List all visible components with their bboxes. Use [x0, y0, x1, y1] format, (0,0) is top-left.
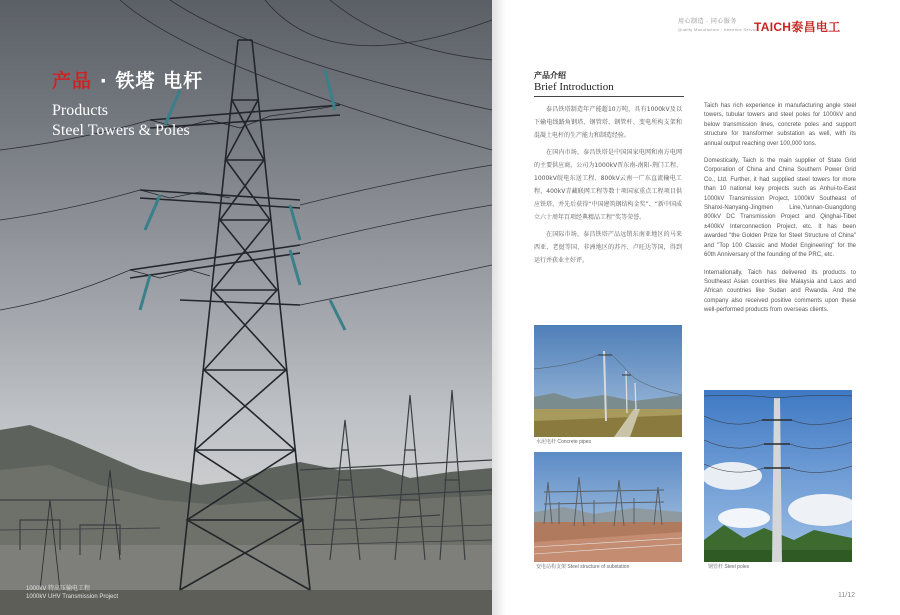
intro-title-en: Brief Introduction — [534, 81, 614, 93]
title-en-line1: Products — [52, 102, 108, 119]
right-page — [492, 0, 900, 615]
intro-body-en — [704, 102, 856, 324]
cn-paragraph: 泰昌铁塔制造年产能超10万吨，具有1000kV及以下输电线路角钢塔、钢管塔、钢管杆、变电所构支架和混凝土电杆的生产能力和制造经验。 — [534, 106, 682, 139]
en-paragraph: Internationally, Taich has delivered its products to Southeast Asian countries like Malaysia and Laos and African countries like Sudan and Rwanda. And the company also received positive comments upon these well-performed products from overseas clients. — [704, 269, 856, 314]
substation-photo — [534, 452, 682, 562]
left-photo-caption — [26, 585, 118, 601]
intro-body-cn — [534, 103, 682, 271]
cn-paragraph: 在国内市场，泰昌铁塔是中国国家电网和南方电网的主要供应商，公司为1000kV晋东南-南阳-荆门工程、1000kV皖电东送工程、800kV云南一广东直流输电工程、400kV青藏联网工程等数十项国家重点工程项目供应铁塔，并先后获得“中国建筑钢结构金奖”、“新中国成立六十周年百项经典精品工程”奖等荣誉。 — [534, 149, 682, 221]
concrete-poles-caption: 水泥电杆 Concrete pipes — [536, 439, 592, 445]
section-title-cn — [52, 66, 203, 93]
left-photo-caption-line2: 1000kV UHV Transmission Project — [26, 594, 119, 600]
title-cn-suffix: · 铁塔 电杆 — [99, 70, 204, 92]
brand-logo: TAICH泰昌电工 — [754, 20, 841, 34]
intro-divider — [534, 96, 684, 97]
page-number: 11/12 — [838, 592, 855, 599]
section-title-en — [52, 101, 203, 141]
header-tagline-en: Quality Manufacture · Attentive Service — [678, 27, 759, 32]
cn-paragraph: 在国际市场，泰昌铁塔产品远销东南亚地区的马来西亚、老挝等国、非洲地区的苏丹、卢旺达等国，得到运行并获业主好评。 — [534, 231, 682, 264]
header-tagline-cn: 用心制造 · 同心服务 — [678, 19, 737, 25]
title-en-line2: Steel Towers & Poles — [52, 122, 190, 139]
left-title-block — [52, 66, 203, 141]
intro-title-cn: 产品介绍 — [534, 71, 566, 80]
steel-poles-photo — [704, 390, 852, 562]
left-photo-caption-line1: 1000kV 特高压输电工程 — [26, 586, 91, 592]
en-paragraph: Domestically, Taich is the main supplier of State Grid Corporation of China and China Southern Power Grid Co., Ltd. Further, it had supplied steel towers for more than 10 national key projects such as Anhui-to-East 1000kV Transmission Project, 1000kV Southeast of Shanxi-Nanyang-Jingmen Line,Yunnan-Guangdong 800kV DC Transmission Project and Qinghai-Tibet ±400kV Interconnection Project, etc. It has been awarded "the Golden Prize for Steel Structure of China" and "Top 100 Classic and Model Engineering" for the 60th Anniversary of the founding of the PRC, etc. — [704, 158, 856, 259]
concrete-poles-photo — [534, 325, 682, 437]
title-cn-prefix: 产品 — [52, 70, 93, 92]
steel-poles-caption: 钢管杆 Steel poles — [708, 564, 750, 570]
en-paragraph: Taich has rich experience in manufacturing angle steel towers, tubular towers and steel poles for 1000kV and below transmission lines, concrete poles and support structure for transformer substation as well, with its annual output reaching over 100,000 tons. — [704, 103, 856, 147]
substation-caption: 变电站构支架 Steel structure of substation — [536, 564, 630, 570]
page-spine-shadow — [492, 0, 506, 615]
